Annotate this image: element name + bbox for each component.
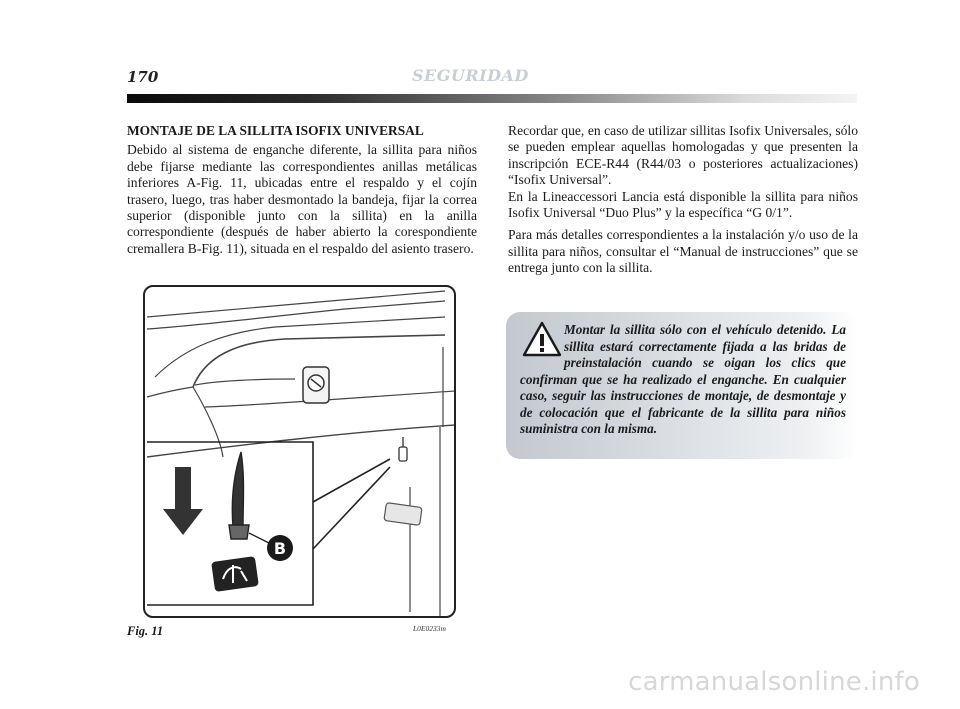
figure-caption: Fig. 11 bbox=[127, 624, 164, 638]
seat-illustration bbox=[145, 287, 456, 618]
figure-code: L0E0233m bbox=[413, 624, 446, 633]
figure-illustration bbox=[143, 285, 456, 618]
warning-box bbox=[506, 312, 858, 459]
left-column bbox=[127, 123, 477, 257]
body-paragraph-2: En la Lineaccessori Lancia está disponible la sillita para niños Isofix Universal “Duo Plus” y la específica “G 0/1”. bbox=[508, 188, 858, 221]
body-paragraph: Debido al sistema de enganche diferente, la sillita para niños debe fijarse mediante las correspondientes anillas metálicas inferiores A-Fig. 11, ubicadas entre el respaldo y el cojín trasero, luego, tras haber desmontado la bandeja, fijar la correa superior (disponible junto con la sillita) en la anilla correspondiente (después de haber abierto la corespondiente cremallera B-Fig. 11), situada en el respaldo del asiento trasero. bbox=[127, 142, 477, 256]
section-heading: MONTAJE DE LA SILLITA ISOFIX UNIVERSAL bbox=[127, 123, 424, 138]
header-rule bbox=[127, 94, 857, 103]
body-paragraph-1: Recordar que, en caso de utilizar sillitas Isofix Universales, sólo se pueden emplear aquellas homologadas y que presenten la inscripción ECE-R44 (R44/03 o posteriores actualizaciones) “Isofix Universal”. bbox=[508, 123, 858, 188]
warning-text bbox=[520, 322, 846, 438]
isofix-symbol-icon bbox=[211, 556, 259, 592]
isofix-anchor bbox=[229, 452, 249, 539]
body-paragraph-3: Para más detalles correspondientes a la instalación y/o uso de la sillita para niños, consultar el “Manual de instrucciones” que se entrega junto con la sillita. bbox=[508, 227, 858, 276]
section-title: SEGURIDAD bbox=[412, 66, 529, 85]
watermark: carmanualsonline.info bbox=[628, 667, 920, 697]
zipper-tab bbox=[303, 367, 329, 403]
warning-message: Montar la sillita sólo con el vehículo detenido. La sillita estará correctamente fijada a las bridas de preinstalación cuando se oigan los clics que confirman que se ha realizado el enganche. En cualquier caso, seguir las instrucciones de montaje, de desmontaje y de colocación que el fabricante de la sillita para niños suministra con la misma. bbox=[520, 322, 846, 436]
callout-label-b: B bbox=[273, 539, 287, 558]
page-number: 170 bbox=[127, 68, 159, 86]
right-column bbox=[508, 123, 858, 283]
